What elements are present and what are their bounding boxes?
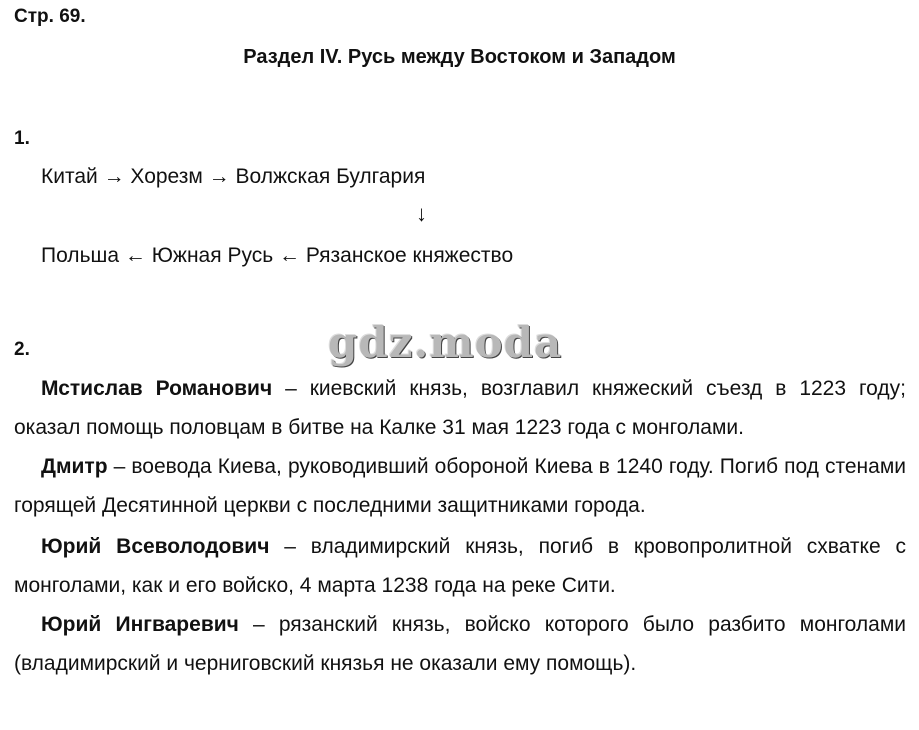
section-title: Раздел IV. Русь между Востоком и Западом — [243, 46, 676, 68]
person-description: – владимирский князь, погиб в кровопролитной схватке с монголами, как и его войско, 4 марта 1238 года на реке Сити. — [14, 535, 906, 597]
person-entry-dmitr — [14, 447, 906, 525]
person-entry-yuri-vsevolodovich — [14, 527, 906, 605]
person-name: Дмитр — [41, 455, 108, 478]
page-reference: Стр. 69. — [14, 6, 86, 27]
person-description: – рязанский князь, войско которого было разбито монголами (владимирский и черниговский князья не оказали ему помощь). — [14, 613, 906, 675]
task-1-number: 1. — [14, 128, 30, 149]
person-description: – воевода Киева, руководивший обороной Киева в 1240 году. Погиб под стенами горящей Десятинной церкви с последними защитниками города. — [14, 455, 906, 517]
person-entry-mstislav — [14, 369, 906, 447]
person-name: Юрий Ингваревич — [41, 613, 239, 636]
person-name: Юрий Всеволодович — [41, 535, 270, 558]
down-arrow-icon: ↓ — [416, 201, 427, 226]
chain-line-2: Польша ← Южная Русь ← Рязанское княжество — [41, 244, 514, 267]
watermark-logo: gdz.moda — [328, 318, 563, 367]
person-entry-yuri-ingvarevich — [14, 605, 906, 683]
person-description: – киевский князь, возглавил княжеский съезд в 1223 году; оказал помощь половцам в битве на Калке 31 мая 1223 года с монголами. — [14, 377, 906, 439]
chain-line-1: Китай → Хорезм → Волжская Булгария — [41, 165, 426, 188]
task-2-number: 2. — [14, 339, 30, 360]
person-name: Мстислав Романович — [41, 377, 273, 400]
